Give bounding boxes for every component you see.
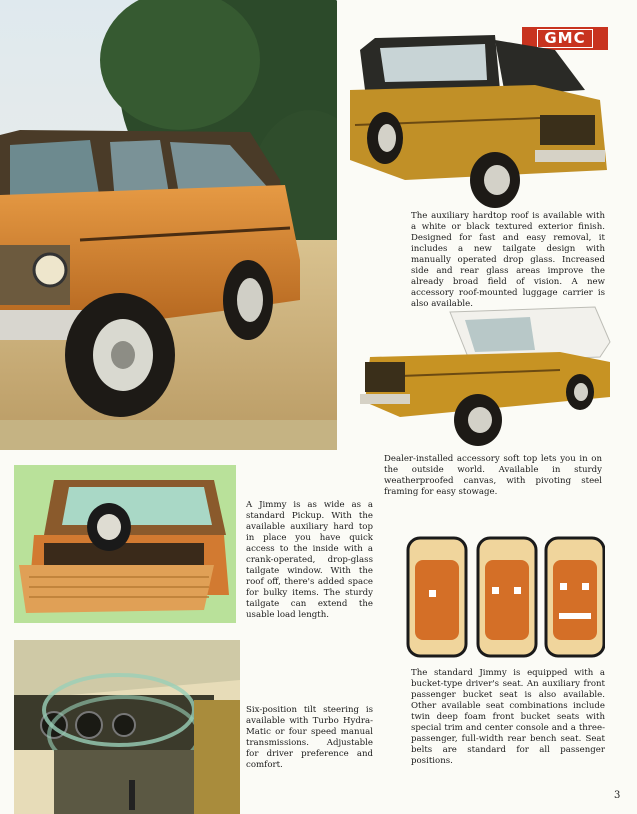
seat-layout-diagrams [405, 535, 605, 660]
seats-caption: The standard Jimmy is equipped with a bucket-type driver's seat. An auxiliary front passenger bucket seat is also available. Other available seat combinations include twin deep foam front bucket seats with special trim and center console and a three-passenger, full-width rear bench seat. Seat belts are standard for all passenger positions. [411, 668, 605, 766]
hero-photo-jimmy [0, 0, 337, 450]
gmc-logo: GMC [522, 27, 608, 50]
page-number: 3 [614, 790, 621, 801]
steering-caption: Six-position tilt steering is available with Turbo Hydra-Matic or four speed manual transmissions. Adjustable for driver preference and comfort. [246, 705, 373, 770]
hardtop-caption: The auxiliary hardtop roof is available with a white or black textured exterior finish. Designed for fast and easy removal, it includes a new tailgate design with manually operated drop glass. Increased side and rear glass areas improve the already broad field of vision. A new accessory roof-mounted luggage carrier is also available. [411, 211, 605, 309]
hardtop-vehicle-image [345, 30, 610, 210]
tilt-steering-photo [14, 640, 240, 814]
softtop-caption: Dealer-installed accessory soft top lets you in on the outside world. Available in sturdy weatherproofed canvas, with pivoting steel framing for easy stowage. [384, 454, 602, 497]
cargo-caption: A Jimmy is as wide as a standard Pickup. With the available auxiliary hard top in place you have quick access to the inside with a crank-operated, drop-glass tailgate window. With the roof off, there's added space for bulky items. The sturdy tailgate can extend the usable load length. [246, 500, 373, 620]
softtop-vehicle-image [360, 302, 615, 450]
cargo-area-photo [14, 465, 236, 623]
